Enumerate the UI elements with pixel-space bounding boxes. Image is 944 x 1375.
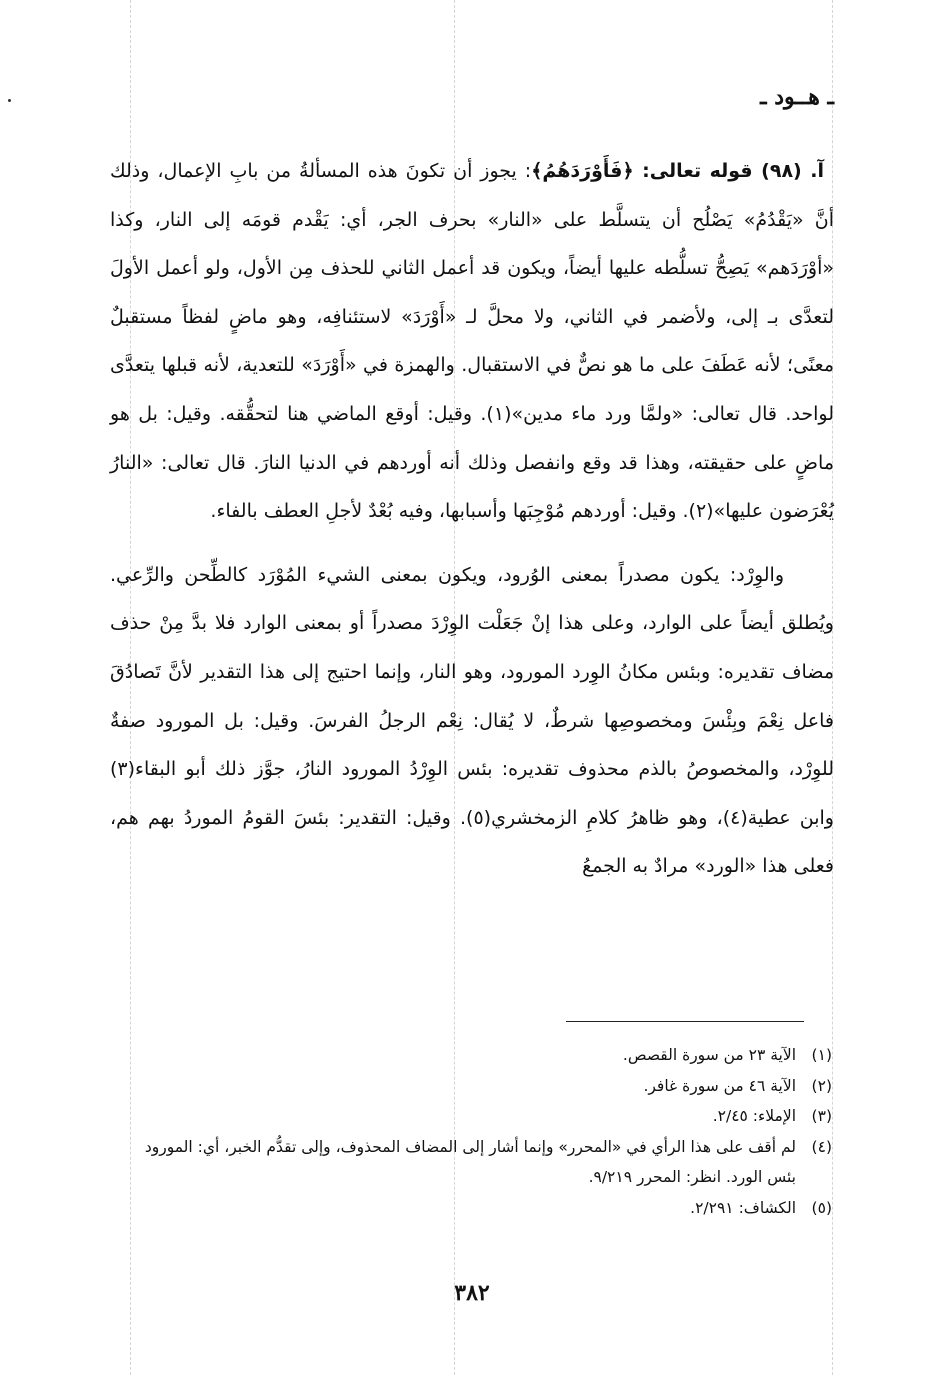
- footnote-text: الآية ٢٣ من سورة القصص.: [622, 1046, 796, 1064]
- body-paragraph: [110, 147, 834, 536]
- paragraph-text: والوِرْد: يكون مصدراً بمعنى الوُرود، ويكون بمعنى الشيء المُوْرَد كالطِّحن والرِّعي. ويُطلق أيضاً على الوارد، وعلى هذا إنْ جَعَلْت الوِرْدَ مصدراً أو بمعنى الوارد فلا بدَّ مِنْ حذف مضاف تقديره: وبئس مكانُ الوِرد المورود، وهو النار، وإنما احتيج إلى هذا التقدير لأنَّ تَصادُقَ فاعل نِعْمَ وبِئْسَ ومخصوصِها شرطٌ، لا يُقال: نِعْم الرجلُ الفرسَ. وقيل: بل المورود صفةٌ للوِرْد، والمخصوصُ بالذم محذوف تقديره: بئس الوِرْدُ المورود النارُ، جوَّز ذلك أبو البقاء(٣) وابن عطية(٤)، وهو ظاهرُ كلامِ الزمخشري(٥). وقيل: التقدير: بئسَ القومُ الموردُ بهم هم، فعلى هذا «الورد» مرادٌ به الجمعُ: [110, 563, 834, 878]
- main-text: [110, 147, 834, 891]
- footnote-text: الآية ٤٦ من سورة غافر.: [643, 1076, 796, 1095]
- footnote: [118, 1040, 832, 1071]
- footnote: [118, 1193, 832, 1224]
- footnote: [118, 1101, 832, 1132]
- footnotes: [118, 1040, 832, 1223]
- scan-speck: [8, 99, 11, 102]
- footnote-text: لم أقف على هذا الرأي في «المحرر» وإنما أشار إلى المضاف المحذوف، وإلى تقدُّم الخبر، أي: المورود بئس الورد. انظر: المحرر ٩/٢١٩.: [144, 1137, 796, 1186]
- footnote-number: (٤): [811, 1137, 832, 1156]
- footnote-separator: [566, 1021, 804, 1022]
- verse-heading: آ. (٩٨) قوله تعالى: ﴿فَأَوْرَدَهُمُ﴾: [531, 160, 824, 182]
- footnote: [118, 1132, 832, 1193]
- page-number: ٣٨٢: [454, 1280, 490, 1306]
- footnote-text: الإملاء: ٢/٤٥.: [712, 1107, 796, 1125]
- footnote-number: (١): [811, 1046, 832, 1064]
- footnote-number: (٣): [811, 1107, 832, 1125]
- footnote: [118, 1071, 832, 1102]
- footnote-text: الكشاف: ٢/٢٩١.: [690, 1198, 796, 1217]
- footnote-number: (٢): [811, 1076, 832, 1095]
- footnote-number: (٥): [811, 1198, 832, 1217]
- paragraph-text: : يجوز أن تكونَ هذه المسألةُ من بابِ الإعمال، وذلك أنَّ «يَقْدُمُ» يَصْلُح أن يتسلَّط على «النار» بحرف الجر، أي: يَقْدم قومَه إلى النار، وكذا «أوْرَدَهم» يَصِحُّ تسلُّطه عليها أيضاً، ويكون قد أعمل الثاني للحذف مِن الأول، ولو أعمل الأولَ لتعدَّى بـ إلى، ولأضمر في الثاني، ولا محلَّ لـ «أَوْرَدَ» لاستئنافِه، وهو ماضٍ لفظاً مستقبلٌ معنًى؛ لأنه عَطَفَ على ما هو نصٌّ في الاستقبال. والهمزة في «أَوْرَدَ» للتعدية، لأنه قبلها يتعدَّى لواحد. قال تعالى: «ولمَّا ورد ماء مدين»(١). وقيل: أوقع الماضي هنا لتحقُّقه. وقيل: بل هو ماضٍ على حقيقته، وهذا قد وقع وانفصل وذلك أنه أوردهم في الدنيا النارَ. قال تعالى: «النارُ يُعْرَضون عليها»(٢). وقيل: أوردهم مُوْجِبَها وأسبابها، وفيه بُعْدٌ لأجلِ العطف بالفاء.: [110, 160, 834, 523]
- running-head: ـ هــود ـ: [760, 84, 834, 110]
- body-paragraph: [110, 551, 834, 891]
